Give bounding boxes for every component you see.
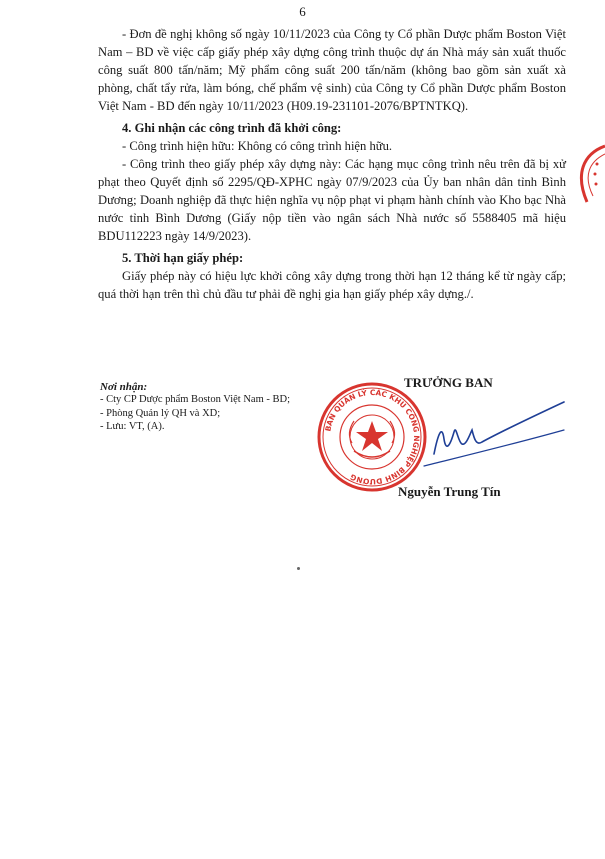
paragraph-existing-works: - Công trình hiện hữu: Không có công trình hiện hữu.	[122, 139, 393, 153]
recipients-list	[100, 393, 290, 434]
scan-speck	[297, 567, 300, 570]
paragraph-application: - Đơn đề nghị không số ngày 10/11/2023 của Công ty Cổ phần Dược phẩm Boston Việt Nam – BD về việc cấp giấy phép xây dựng công trình thuộc dự án Nhà máy sản xuất thuốc công suất 800 tấn/năm; Mỹ phẩm công suất 200 tấn/năm (không bao gồm sản xuất xà phòng, chất tẩy rửa, làm bóng, chế phẩm vệ sinh) của Công ty Cổ phần Dược phẩm Boston Việt Nam - BD đến ngày 10/11/2023 (H09.19-231101-2076/BPTNTKQ).	[98, 27, 566, 113]
signer-name: Nguyễn Trung Tín	[398, 484, 501, 499]
page-number: 6	[299, 4, 306, 19]
partial-stamp-icon	[565, 144, 605, 204]
signature-block	[98, 372, 566, 522]
document-body	[98, 25, 566, 303]
section-heading-4: 4. Ghi nhận các công trình đã khởi công:	[122, 121, 342, 135]
section-heading-5: 5. Thời hạn giấy phép:	[122, 251, 244, 265]
recipients-title: Nơi nhận:	[100, 381, 148, 393]
paragraph-licensed-works: - Công trình theo giấy phép xây dựng này: Các hạng mục công trình nêu trên đã bị xử phạt theo Quyết định số 2295/QĐ-XPHC ngày 07/9/2023 của Ủy ban nhân dân tỉnh Bình Dương; Doanh nghiệp đã thực hiện nghĩa vụ nộp phạt vi phạm hành chính vào Kho bạc Nhà nước tỉnh Bình Dương (Giấy nộp tiền vào ngân sách Nhà nước số 5588405 mã hiệu BDU112223 ngày 14/9/2023).	[98, 157, 566, 243]
seal-text: BAN QUẢN LÝ CÁC KHU CÔNG NGHIỆP BÌNH DƯƠNG	[323, 387, 422, 487]
signer-title: TRƯỞNG BAN	[404, 375, 493, 390]
recipient-item: - Lưu: VT, (A).	[100, 421, 165, 432]
paragraph-validity: Giấy phép này có hiệu lực khởi công xây dựng trong thời hạn 12 tháng kể từ ngày cấp; quá thời hạn trên thì chủ đầu tư phải đề nghị gia hạn giấy phép xây dựng./.	[98, 269, 566, 301]
handwritten-signature-icon	[414, 394, 574, 474]
recipient-item: - Phòng Quản lý QH và XD;	[100, 407, 221, 419]
recipient-item: - Cty CP Dược phẩm Boston Việt Nam - BD;	[100, 394, 290, 405]
official-seal-icon	[316, 381, 428, 493]
